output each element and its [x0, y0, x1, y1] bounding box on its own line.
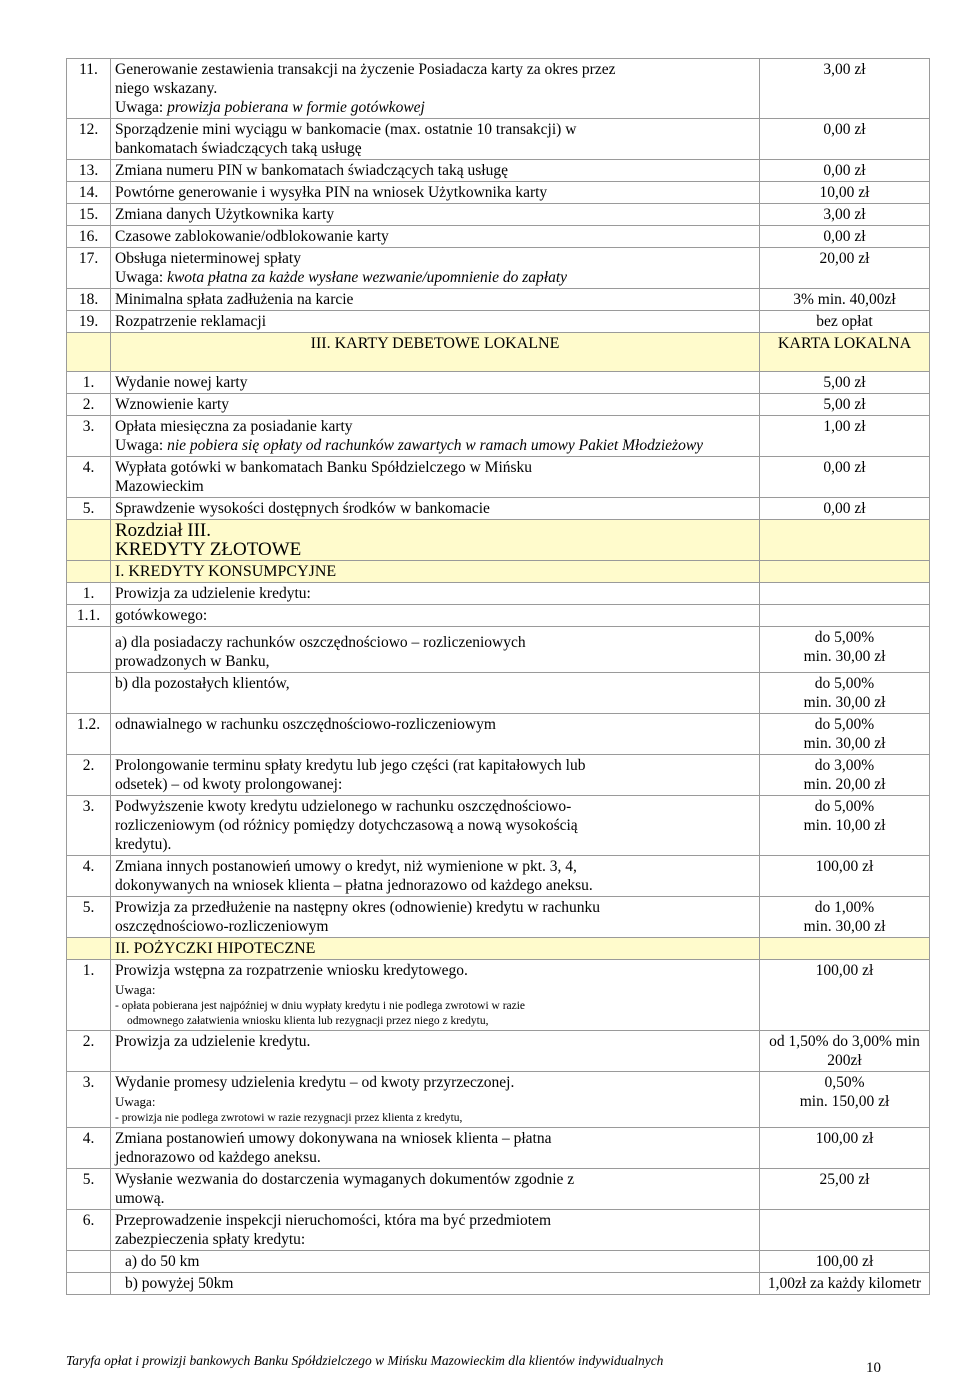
- chapter-title: [111, 520, 760, 561]
- text-line: Zmiana innych postanowień umowy o kredyt, niż wymienione w pkt. 3, 4,: [115, 858, 577, 875]
- amount-value: 1,00 zł: [823, 418, 866, 435]
- text-line: b) powyżej 50km: [125, 1275, 234, 1292]
- row-amount: [760, 182, 930, 204]
- row-number: 4.: [67, 457, 111, 498]
- amount-value: 5,00 zł: [823, 396, 866, 413]
- amount-value: do 5,00%: [814, 798, 875, 815]
- row-amount: [760, 1273, 930, 1295]
- amount-value: 100,00 zł: [815, 1130, 874, 1147]
- amount-value: od 1,50% do 3,00% min 200zł: [769, 1033, 920, 1069]
- table-row: [67, 119, 930, 160]
- amount-value: 3,00 zł: [823, 61, 866, 78]
- row-number: [67, 673, 111, 714]
- note-text: nie pobiera się opłaty od rachunków zawartych w ramach umowy Pakiet Młodzieżowy: [163, 437, 704, 454]
- amount-value: do 3,00%: [814, 757, 875, 774]
- row-amount: [760, 1169, 930, 1210]
- row-amount: [760, 755, 930, 796]
- row-amount: [760, 394, 930, 416]
- row-amount: [760, 248, 930, 289]
- row-amount: [760, 938, 930, 960]
- text-line: a) do 50 km: [125, 1253, 200, 1270]
- text-line: Minimalna spłata zadłużenia na karcie: [115, 291, 354, 308]
- text-line: Powtórne generowanie i wysyłka PIN na wniosek Użytkownika karty: [115, 184, 548, 201]
- row-amount: [760, 673, 930, 714]
- table-row: [67, 856, 930, 897]
- table-row: [67, 372, 930, 394]
- column-header-card: KARTA LOKALNA: [760, 333, 930, 372]
- row-amount: [760, 627, 930, 673]
- row-number: 3.: [67, 1072, 111, 1128]
- text-line: Rozpatrzenie reklamacji: [115, 313, 267, 330]
- amount-value: min. 30,00 zł: [803, 735, 886, 752]
- section-header-debit: [67, 333, 930, 372]
- row-number: 5.: [67, 498, 111, 520]
- table-row: [67, 1210, 930, 1251]
- chapter-number: Rozdział III.: [115, 520, 212, 541]
- row-amount: [760, 714, 930, 755]
- amount-value: 3% min. 40,00zł: [793, 291, 896, 308]
- text-line: Zmiana numeru PIN w bankomatach świadczących taką usługę: [115, 162, 508, 179]
- row-description: [111, 311, 760, 333]
- row-description: [111, 627, 760, 673]
- row-number: 1.: [67, 960, 111, 1031]
- note: [115, 268, 755, 287]
- amount-value: min. 150,00 zł: [799, 1093, 890, 1110]
- row-number: 15.: [67, 204, 111, 226]
- row-number: [67, 1251, 111, 1273]
- table-row: [67, 714, 930, 755]
- text-line: Sprawdzenie wysokości dostępnych środków w bankomacie: [115, 500, 490, 517]
- row-number: 19.: [67, 311, 111, 333]
- section-title: I. KREDYTY KONSUMPCYJNE: [111, 561, 760, 583]
- table-row: [67, 583, 930, 605]
- text-line: dokonywanych na wniosek klienta – płatna jednorazowo od każdego aneksu.: [115, 877, 593, 894]
- row-description: [111, 394, 760, 416]
- section-header-mortgage: [67, 938, 930, 960]
- text-line: odnawialnego w rachunku oszczędnościowo-rozliczeniowym: [115, 716, 496, 733]
- amount-value: min. 30,00 zł: [803, 648, 886, 665]
- table-row: [67, 160, 930, 182]
- row-amount: [760, 457, 930, 498]
- row-amount: [760, 605, 930, 627]
- table-row: [67, 289, 930, 311]
- table-row: [67, 394, 930, 416]
- section-title: II. POŻYCZKI HIPOTECZNE: [111, 938, 760, 960]
- page-number: 10: [866, 1360, 881, 1376]
- row-amount: [760, 119, 930, 160]
- text-line: Prowizja za przedłużenie na następny okres (odnowienie) kredytu w rachunku: [115, 899, 601, 916]
- text-line: niego wskazany.: [115, 80, 218, 97]
- text-line: Wysłanie wezwania do dostarczenia wymaganych dokumentów zgodnie z: [115, 1171, 575, 1188]
- note-text: kwota płatna za każde wysłane wezwanie/upomnienie do zapłaty: [163, 269, 568, 286]
- table-row: [67, 311, 930, 333]
- row-number: [67, 938, 111, 960]
- row-number: 1.: [67, 583, 111, 605]
- row-amount: [760, 897, 930, 938]
- row-number: 14.: [67, 182, 111, 204]
- row-description: [111, 1031, 760, 1072]
- table-row: [67, 1273, 930, 1295]
- text-line: Podwyższenie kwoty kredytu udzielonego w rachunku oszczędnościowo-: [115, 798, 572, 815]
- row-amount: [760, 59, 930, 119]
- row-description: [111, 1273, 760, 1295]
- chapter-subtitle: KREDYTY ZŁOTOWE: [115, 539, 302, 560]
- row-number: 1.: [67, 372, 111, 394]
- text-line: Prolongowanie terminu spłaty kredytu lub jego części (rat kapitałowych lub: [115, 757, 586, 774]
- note-label: Uwaga:: [115, 269, 164, 286]
- row-number: 4.: [67, 856, 111, 897]
- text-line: Wypłata gotówki w bankomatach Banku Spółdzielczego w Mińsku: [115, 459, 533, 476]
- row-number: 5.: [67, 1169, 111, 1210]
- table-row: [67, 182, 930, 204]
- row-description: [111, 204, 760, 226]
- row-description: [111, 226, 760, 248]
- text-line: Wydanie nowej karty: [115, 374, 248, 391]
- amount-value: do 5,00%: [814, 629, 875, 646]
- section-header-consumer: [67, 561, 930, 583]
- note-label: Uwaga:: [115, 99, 164, 116]
- text-line: zabezpieczenia spłaty kredytu:: [115, 1231, 306, 1248]
- text-line: Wznowienie karty: [115, 396, 230, 413]
- row-description: [111, 960, 760, 1031]
- table-row: [67, 627, 930, 673]
- table-row: [67, 1169, 930, 1210]
- row-description: [111, 856, 760, 897]
- amount-value: 1,00zł za każdy kilometr: [767, 1275, 922, 1292]
- row-description: [111, 796, 760, 856]
- row-description: [111, 119, 760, 160]
- row-number: 3.: [67, 416, 111, 457]
- text-line: Czasowe zablokowanie/odblokowanie karty: [115, 228, 389, 245]
- row-number: 17.: [67, 248, 111, 289]
- row-description: [111, 1169, 760, 1210]
- table-row: [67, 498, 930, 520]
- row-description: [111, 1210, 760, 1251]
- row-description: [111, 59, 760, 119]
- text-line: prowadzonych w Banku,: [115, 653, 270, 670]
- row-amount: [760, 520, 930, 561]
- table-row: [67, 226, 930, 248]
- tariff-table: [66, 58, 930, 1295]
- text-line: a) dla posiadaczy rachunków oszczędnościowo – rozliczeniowych: [115, 634, 526, 651]
- note-label: Uwaga:: [115, 1094, 156, 1109]
- amount-value: 0,00 zł: [823, 121, 866, 138]
- row-number: 2.: [67, 755, 111, 796]
- amount-value: 25,00 zł: [819, 1171, 870, 1188]
- table-row: [67, 1031, 930, 1072]
- row-number: 4.: [67, 1128, 111, 1169]
- table-row: [67, 755, 930, 796]
- row-amount: [760, 289, 930, 311]
- text-line: umową.: [115, 1190, 165, 1207]
- text-line: odsetek) – od kwoty prolongowanej:: [115, 776, 343, 793]
- row-amount: [760, 1031, 930, 1072]
- amount-value: 0,00 zł: [823, 459, 866, 476]
- row-number: 6.: [67, 1210, 111, 1251]
- amount-value: bez opłat: [816, 313, 873, 330]
- row-amount: [760, 856, 930, 897]
- row-amount: [760, 561, 930, 583]
- row-amount: [760, 1251, 930, 1273]
- text-line: - prowizja nie podlega zwrotowi w razie rezygnacji przez klienta z kredytu,: [115, 1112, 463, 1124]
- row-amount: [760, 583, 930, 605]
- row-description: [111, 498, 760, 520]
- note-label: Uwaga:: [115, 982, 156, 997]
- row-description: [111, 673, 760, 714]
- row-amount: [760, 226, 930, 248]
- row-amount: [760, 1128, 930, 1169]
- tariff-table-body: [67, 59, 930, 1295]
- row-number: 1.2.: [67, 714, 111, 755]
- amount-value: 100,00 zł: [815, 858, 874, 875]
- note: [115, 98, 755, 117]
- amount-value: min. 30,00 zł: [803, 694, 886, 711]
- row-description: [111, 1251, 760, 1273]
- row-number: 3.: [67, 796, 111, 856]
- row-description: [111, 583, 760, 605]
- table-row: [67, 960, 930, 1031]
- row-description: [111, 457, 760, 498]
- text-line: Przeprowadzenie inspekcji nieruchomości, która ma być przedmiotem: [115, 1212, 551, 1229]
- text-line: bankomatach świadczących taką usługę: [115, 140, 362, 157]
- text-line: Wydanie promesy udzielenia kredytu – od kwoty przyrzeczonej.: [115, 1074, 515, 1091]
- row-number: [67, 520, 111, 561]
- text-line: odmownego załatwienia wniosku klienta lub rezygnacji przez niego z kredytu,: [127, 1015, 489, 1027]
- amount-value: min. 10,00 zł: [803, 817, 886, 834]
- amount-value: 100,00 zł: [815, 962, 874, 979]
- text-line: kredytu).: [115, 836, 172, 853]
- row-number: 16.: [67, 226, 111, 248]
- amount-value: min. 30,00 zł: [803, 918, 886, 935]
- text-line: - opłata pobierana jest najpóźniej w dniu wypłaty kredytu i nie podlega zwrotowi w razie: [115, 1000, 526, 1012]
- text-line: oszczędnościowo-rozliczeniowym: [115, 918, 329, 935]
- amount-value: do 1,00%: [814, 899, 875, 916]
- table-row: [67, 897, 930, 938]
- amount-value: 5,00 zł: [823, 374, 866, 391]
- text-line: Generowanie zestawienia transakcji na życzenie Posiadacza karty za okres przez: [115, 61, 616, 78]
- row-description: [111, 897, 760, 938]
- row-number: [67, 333, 111, 372]
- amount-value: 100,00 zł: [815, 1253, 874, 1270]
- row-description: [111, 248, 760, 289]
- row-amount: [760, 1072, 930, 1128]
- text-line: Sporządzenie mini wyciągu w bankomacie (max. ostatnie 10 transakcji) w: [115, 121, 577, 138]
- row-description: [111, 289, 760, 311]
- text-line: Prowizja za udzielenie kredytu.: [115, 1033, 311, 1050]
- text-line: Prowizja za udzielenie kredytu:: [115, 585, 311, 602]
- amount-value: min. 20,00 zł: [803, 776, 886, 793]
- text-line: Zmiana danych Użytkownika karty: [115, 206, 335, 223]
- row-description: [111, 1072, 760, 1128]
- row-number: 2.: [67, 1031, 111, 1072]
- amount-value: 0,00 zł: [823, 500, 866, 517]
- table-row: [67, 796, 930, 856]
- row-description: [111, 755, 760, 796]
- text-line: gotówkowego:: [115, 607, 208, 624]
- table-row: [67, 59, 930, 119]
- section-title: III. KARTY DEBETOWE LOKALNE: [111, 333, 760, 372]
- row-description: [111, 605, 760, 627]
- row-amount: [760, 160, 930, 182]
- row-amount: [760, 960, 930, 1031]
- table-row: [67, 204, 930, 226]
- row-description: [111, 182, 760, 204]
- table-row: [67, 1251, 930, 1273]
- text-line: Mazowieckim: [115, 478, 204, 495]
- amount-value: 0,00 zł: [823, 162, 866, 179]
- row-description: [111, 372, 760, 394]
- row-number: 13.: [67, 160, 111, 182]
- chapter-header: [67, 520, 930, 561]
- amount-value: do 5,00%: [814, 675, 875, 692]
- table-row: [67, 416, 930, 457]
- table-row: [67, 457, 930, 498]
- amount-value: 20,00 zł: [819, 250, 870, 267]
- note: [115, 436, 755, 455]
- text-line: jednorazowo od każdego aneksu.: [115, 1149, 321, 1166]
- row-number: 11.: [67, 59, 111, 119]
- row-number: 1.1.: [67, 605, 111, 627]
- row-amount: [760, 1210, 930, 1251]
- row-amount: [760, 204, 930, 226]
- table-row: [67, 1128, 930, 1169]
- text-line: Prowizja wstępna za rozpatrzenie wniosku kredytowego.: [115, 962, 468, 979]
- text-line: Obsługa nieterminowej spłaty: [115, 250, 301, 267]
- row-amount: [760, 498, 930, 520]
- row-amount: [760, 416, 930, 457]
- row-description: [111, 160, 760, 182]
- amount-value: 3,00 zł: [823, 206, 866, 223]
- note-label: Uwaga:: [115, 437, 164, 454]
- table-row: [67, 1072, 930, 1128]
- row-amount: [760, 372, 930, 394]
- footer-text: Taryfa opłat i prowizji bankowych Banku Spółdzielczego w Mińsku Mazowieckim dla klientów indywidualnych: [66, 1353, 664, 1368]
- table-row: [67, 605, 930, 627]
- text-line: Opłata miesięczna za posiadanie karty: [115, 418, 353, 435]
- row-description: [111, 714, 760, 755]
- amount-value: do 5,00%: [814, 716, 875, 733]
- row-number: [67, 627, 111, 673]
- row-number: 12.: [67, 119, 111, 160]
- text-line: Zmiana postanowień umowy dokonywana na wniosek klienta – płatna: [115, 1130, 552, 1147]
- row-amount: [760, 796, 930, 856]
- row-number: [67, 1273, 111, 1295]
- row-number: 18.: [67, 289, 111, 311]
- amount-value: 10,00 zł: [819, 184, 870, 201]
- note-text: prowizja pobierana w formie gotówkowej: [163, 99, 425, 116]
- row-number: [67, 561, 111, 583]
- row-number: 5.: [67, 897, 111, 938]
- table-row: [67, 248, 930, 289]
- amount-value: 0,50%: [824, 1074, 865, 1091]
- text-line: b) dla pozostałych klientów,: [115, 675, 290, 692]
- table-row: [67, 673, 930, 714]
- row-amount: [760, 311, 930, 333]
- row-description: [111, 416, 760, 457]
- row-description: [111, 1128, 760, 1169]
- row-number: 2.: [67, 394, 111, 416]
- amount-value: 0,00 zł: [823, 228, 866, 245]
- text-line: rozliczeniowym (od różnicy pomiędzy dotychczasową a nową wysokością: [115, 817, 578, 834]
